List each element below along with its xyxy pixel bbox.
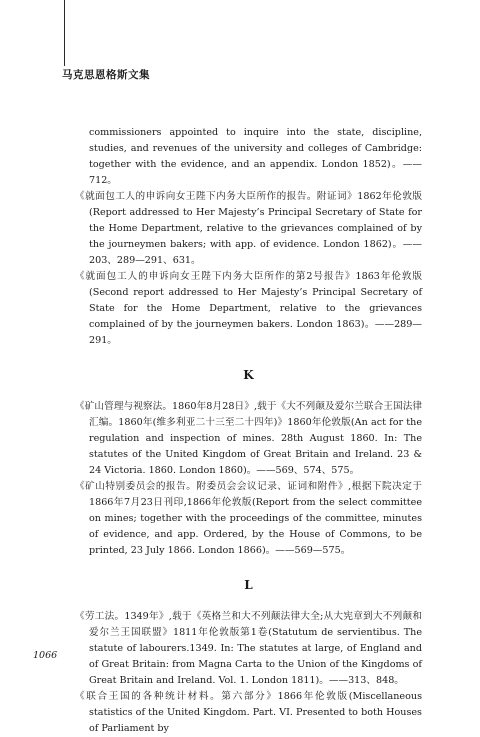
bibliography-entry: 《矿山特别委员会的报告。附委员会会议记录、证词和附件》,根据下院决定于1866年7月23日刊印,1866年伦敦版(Report from the select committee on mines; together with the proceedings of the committee, minutes of evidence, and app. Ordered, by the House of Commons, to be printed, 23 July 1866. London 1866)。——569—575。	[75, 481, 422, 556]
binding-line	[64, 0, 65, 66]
running-head: 马克思恩格斯文集	[62, 69, 150, 81]
page-number: 1066	[33, 650, 58, 661]
bibliography-entry: 《就面包工人的申诉向女王陛下内务大臣所作的第2号报告》1863年伦敦版(Second report addressed to Her Majesty’s Principal Secretary of State for the Home Department, relative to the grievances complained of by the journeymen bakers. London 1863)。——289—291。	[75, 271, 422, 346]
bibliography-entry: 《劳工法。1349年》,载于《英格兰和大不列颠法律大全;从大宪章到大不列颠和爱尔兰王国联盟》1811年伦敦版第1卷(Statutum de servientibus. The statute of labourers.1349. In: The statutes at large, of England and of Great Britain: from Magna Carta to the Union of the Kingdoms of Great Britain and Ireland. Vol. 1. London 1811)。——313、848。	[75, 611, 422, 686]
bibliography-entry: 《就面包工人的申诉向女王陛下内务大臣所作的报告。附证词》1862年伦敦版(Report addressed to Her Majesty’s Principal Secretary of State for the Home Department, relative to the grievances complained of by the journeymen bakers; with app. of evidence. London 1862)。——203、289—291、631。	[75, 191, 422, 266]
section-letter-k: K	[243, 368, 254, 382]
bibliography-entry: 《矿山管理与视察法。1860年8月28日》,载于《大不列颠及爱尔兰联合王国法律汇编。1860年(维多利亚二十三至二十四年)》1860年伦敦版(An act for the regulation and inspection of mines. 28th August 1860. In: The statutes of the United Kingdom of Great Britain and Ireland. 23 & 24 Victoria. 1860. London 1860)。——569、574、575。	[75, 401, 422, 476]
bibliography-entry: 《联合王国的各种统计材料。第六部分》1866年伦敦版(Miscellaneous statistics of the United Kingdom. Part. VI. Presented to both Houses of Parliament by	[75, 691, 422, 734]
bibliography-entry-continuation: commissioners appointed to inquire into the state, discipline, studies, and revenues of the university and colleges of Cambridge: together with the evidence, and an appendix. London 1852)。——712。	[89, 127, 422, 186]
bibliography-body	[75, 125, 422, 737]
section-letter-l: L	[244, 578, 253, 592]
